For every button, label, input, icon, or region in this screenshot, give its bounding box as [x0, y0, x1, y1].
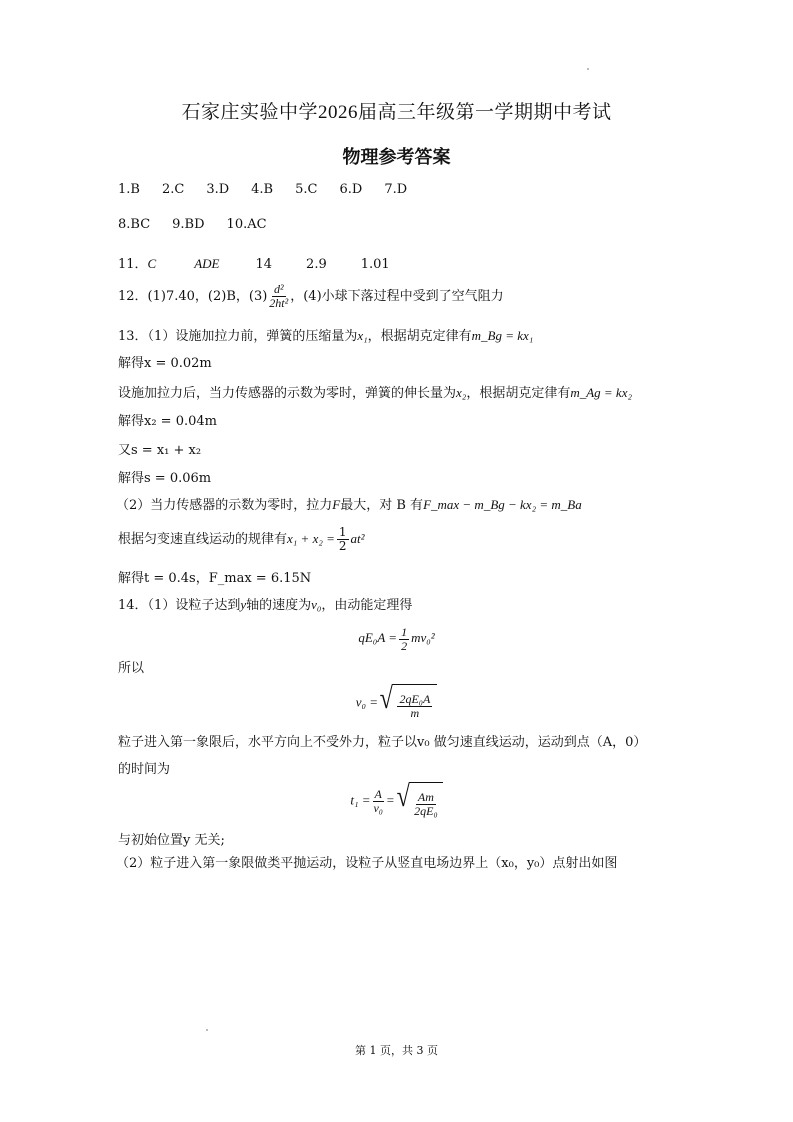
answer-item: 3.D — [206, 182, 230, 197]
square-root: √ $\frac{Am}{\text{2qE₀}}$ — [395, 782, 443, 821]
q12-answer: 12．(1)7.40，(2)B，(3) $\frac{\text{d²}}{\text{2ht²}}$ ，(4)小球下落过程中受到了空气阻力 — [118, 282, 504, 310]
fraction: $\frac{\text{d²}}{\text{2ht²}}$ — [269, 282, 289, 310]
fraction: $\frac{1}{2}$ — [338, 525, 347, 553]
q14-line-1: 14．（1）设粒子达到y轴的速度为v₀，由动能定理得 — [118, 597, 413, 613]
q13-line-3: 设施加拉力后，当力传感器的示数为零时，弹簧的伸长量为x₂，根据胡克定律有m_Ag = kx₂ — [118, 385, 632, 401]
answer-item: 6.D — [339, 182, 363, 197]
q13-line-1: 13．（1）设施加拉力前，弹簧的压缩量为x₁，根据胡克定律有m_Bg = kx₁ — [118, 328, 534, 344]
answer-item: 7.D — [384, 182, 408, 197]
q13-line-2: 解得x = 0.02m — [118, 356, 212, 371]
q14-equation-2: v₀ = √ $\frac{\text{2qE₀A}}{m}$ — [0, 684, 793, 723]
page-footer: 第 1 页，共 3 页 — [355, 1044, 438, 1057]
square-root: √ $\frac{\text{2qE₀A}}{m}$ — [378, 684, 437, 723]
q13-line-9: 解得t = 0.4s，F_max = 6.15N — [118, 571, 312, 586]
answer-item: 4.B — [251, 182, 274, 197]
q14-line-5: 与初始位置y 无关; — [118, 833, 225, 848]
fraction: $\frac{1}{2}$ — [401, 624, 408, 653]
q14-line-2: 所以 — [118, 661, 145, 676]
scan-speck — [206, 1029, 208, 1031]
q13-line-7: （2）当力传感器的示数为零时，拉力F最大，对 B 有F_max − m_Bg − kx₂ = m_Ba — [116, 497, 582, 513]
answer-item: 2.C — [161, 182, 185, 197]
mc-answers-row-2 — [118, 216, 267, 234]
q14-equation-1: qE₀A = $\frac{1}{2}$ mv₀² — [358, 624, 435, 653]
answer-item: 1.B — [118, 182, 140, 197]
fraction: $\frac{A}{\text{v₀}}$ — [373, 787, 383, 815]
answer-key-heading: 物理参考答案 — [342, 147, 451, 168]
q14-line-3: 粒子进入第一象限后，水平方向上不受外力，粒子以v₀ 做匀速直线运动，运动到点（A，0） — [118, 735, 647, 750]
q14-line-4: 的时间为 — [118, 762, 171, 777]
answer-item: 8.BC — [118, 217, 151, 232]
q13-line-4: 解得x₂ = 0.04m — [118, 414, 217, 429]
q14-line-6: （2）粒子进入第一象限做类平抛运动，设粒子从竖直电场边界上（x₀，y₀）点射出如图 — [116, 856, 618, 871]
answer-item: 10.AC — [226, 217, 267, 232]
q14-equation-3: t₁ = $\frac{A}{\text{v₀}}$ = √ $\frac{Am}{\text{2qE₀}}$ — [0, 782, 793, 821]
q11-answer: 11．C ADE 14 2.9 1.01 — [118, 256, 390, 272]
scan-speck — [587, 68, 589, 70]
q13-line-6: 解得s = 0.06m — [118, 471, 212, 486]
q13-line-5: 又s = x₁ + x₂ — [118, 443, 202, 458]
answer-item: 9.BD — [172, 217, 205, 232]
answer-item: 5.C — [295, 182, 318, 197]
q13-line-8: 根据匀变速直线运动的规律有x₁ + x₂ = $\frac{1}{2}$ at² — [118, 525, 365, 553]
exam-title: 石家庄实验中学2026届高三年级第一学期期中考试 — [181, 102, 612, 123]
mc-answers-row-1 — [118, 181, 407, 199]
